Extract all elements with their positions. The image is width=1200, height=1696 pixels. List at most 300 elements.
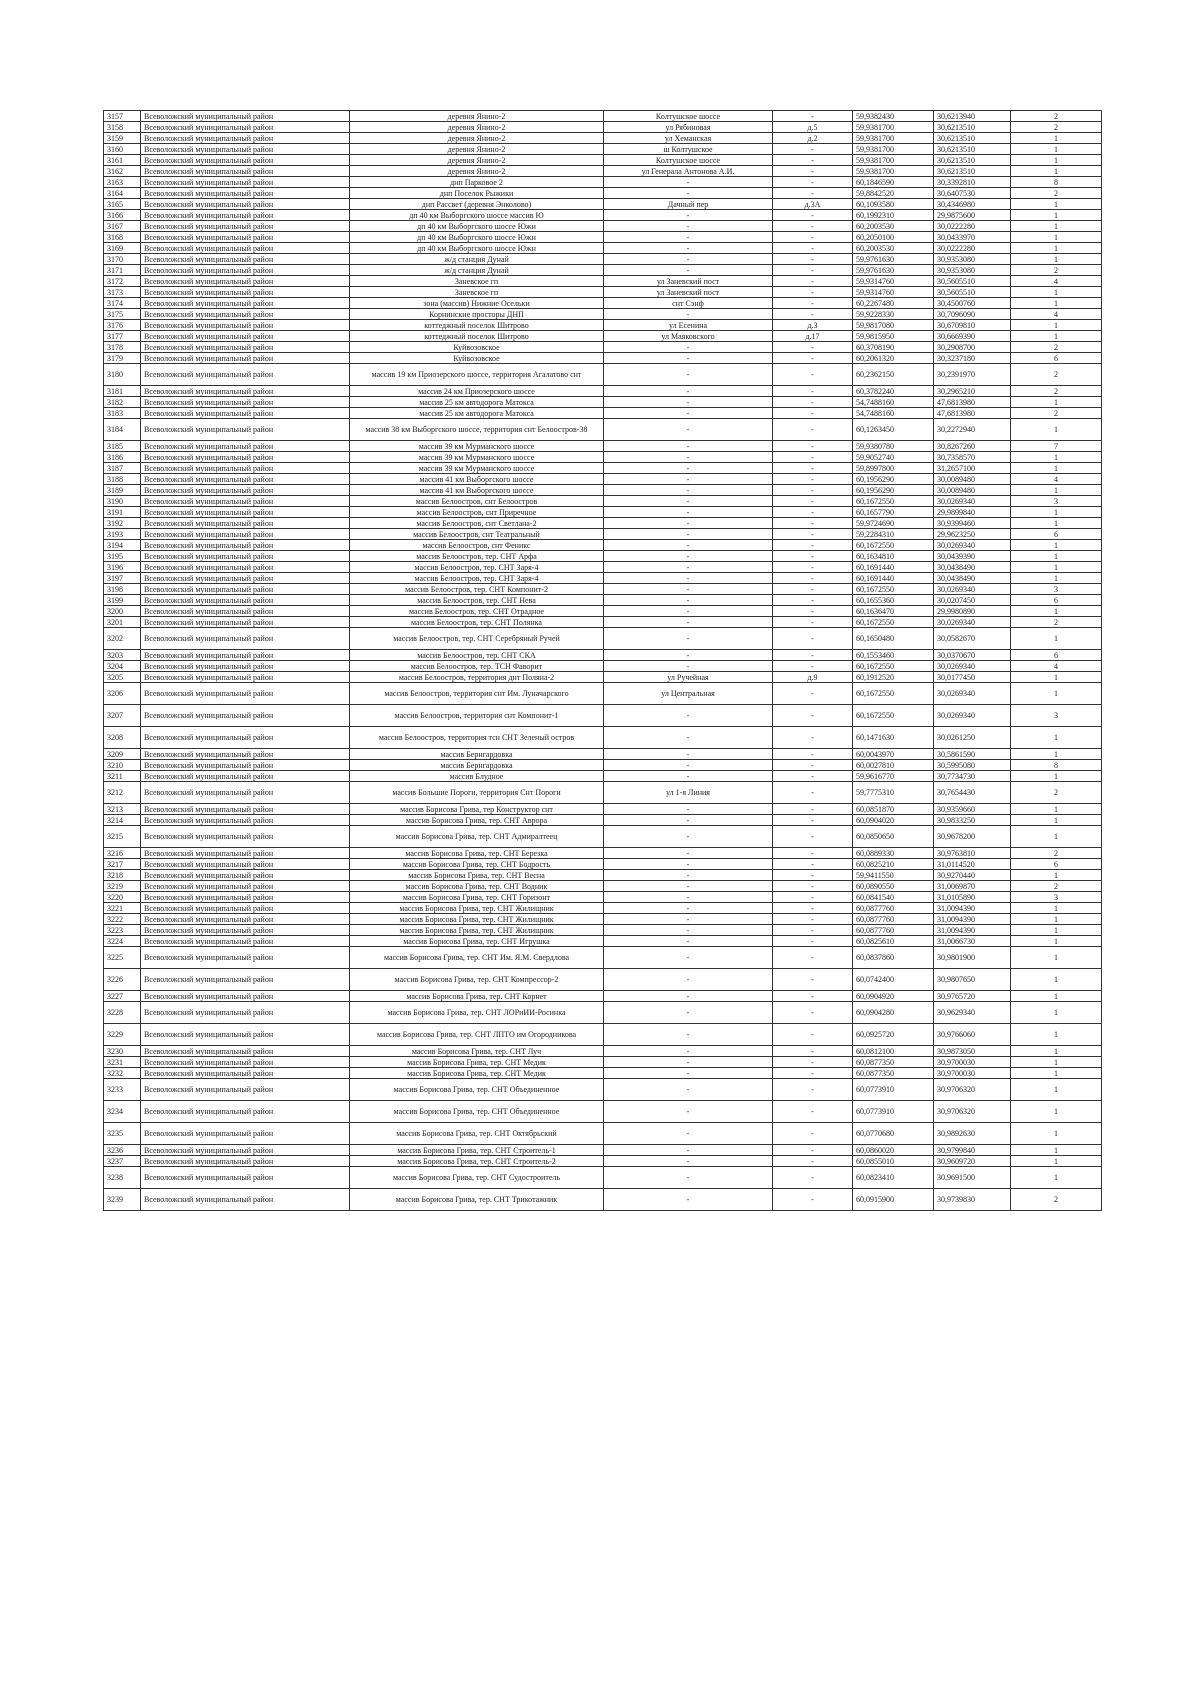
settlement-cell: массив Белоостров, снт Феникс xyxy=(350,540,604,551)
settlement-cell: массив Белоостров, тер. СНТ Нева xyxy=(350,595,604,606)
longitude-cell: 30,6407530 xyxy=(934,188,1011,199)
latitude-cell: 60,1672550 xyxy=(853,705,934,727)
count-cell: 2 xyxy=(1011,848,1102,859)
house-cell: - xyxy=(773,265,853,276)
settlement-cell: массив Белоостров, территория снт Им. Луначарского xyxy=(350,683,604,705)
longitude-cell: 30,9399460 xyxy=(934,518,1011,529)
longitude-cell: 30,9739830 xyxy=(934,1189,1011,1211)
table-row xyxy=(104,298,1102,309)
settlement-cell: дп 40 км Выборгского шоссе массив Ю xyxy=(350,210,604,221)
count-cell: 3 xyxy=(1011,705,1102,727)
district-cell: Всеволожский муниципальный район xyxy=(141,782,350,804)
row-number: 3232 xyxy=(104,1068,141,1079)
latitude-cell: 60,2050100 xyxy=(853,232,934,243)
house-cell: - xyxy=(773,914,853,925)
district-cell: Всеволожский муниципальный район xyxy=(141,353,350,364)
street-cell: ул Есенина xyxy=(604,320,773,331)
settlement-cell: массив Бернгардовка xyxy=(350,749,604,760)
house-cell: - xyxy=(773,210,853,221)
row-number: 3193 xyxy=(104,529,141,540)
table-row xyxy=(104,144,1102,155)
house-cell: - xyxy=(773,925,853,936)
table-row xyxy=(104,892,1102,903)
longitude-cell: 30,0438490 xyxy=(934,573,1011,584)
latitude-cell: 60,1636470 xyxy=(853,606,934,617)
settlement-cell: Заневское гп xyxy=(350,287,604,298)
longitude-cell: 31,0066730 xyxy=(934,936,1011,947)
table-row xyxy=(104,727,1102,749)
table-row xyxy=(104,452,1102,463)
row-number: 3158 xyxy=(104,122,141,133)
longitude-cell: 31,0094390 xyxy=(934,903,1011,914)
longitude-cell: 30,6213510 xyxy=(934,144,1011,155)
latitude-cell: 60,0841540 xyxy=(853,892,934,903)
address-table xyxy=(103,110,1102,1211)
table-row xyxy=(104,760,1102,771)
street-cell: - xyxy=(604,232,773,243)
longitude-cell: 30,0177450 xyxy=(934,672,1011,683)
latitude-cell: 60,0825610 xyxy=(853,936,934,947)
row-number: 3230 xyxy=(104,1046,141,1057)
longitude-cell: 29,9875600 xyxy=(934,210,1011,221)
district-cell: Всеволожский муниципальный район xyxy=(141,859,350,870)
district-cell: Всеволожский муниципальный район xyxy=(141,155,350,166)
row-number: 3199 xyxy=(104,595,141,606)
settlement-cell: деревня Янино-2 xyxy=(350,133,604,144)
house-cell: - xyxy=(773,287,853,298)
count-cell: 6 xyxy=(1011,859,1102,870)
street-cell: ш Колтушское xyxy=(604,144,773,155)
street-cell: - xyxy=(604,760,773,771)
district-cell: Всеволожский муниципальный район xyxy=(141,573,350,584)
count-cell: 1 xyxy=(1011,144,1102,155)
count-cell: 2 xyxy=(1011,342,1102,353)
district-cell: Всеволожский муниципальный район xyxy=(141,518,350,529)
settlement-cell: массив Белоостров, тер. СНТ Отрадное xyxy=(350,606,604,617)
count-cell: 1 xyxy=(1011,991,1102,1002)
settlement-cell: массив Бернгардовка xyxy=(350,760,604,771)
settlement-cell: массив Белоостров, снт Белоостров xyxy=(350,496,604,507)
street-cell: - xyxy=(604,573,773,584)
district-cell: Всеволожский муниципальный район xyxy=(141,771,350,782)
street-cell: - xyxy=(604,661,773,672)
longitude-cell: 31,0094390 xyxy=(934,914,1011,925)
settlement-cell: коттеджный поселок Шитрово xyxy=(350,320,604,331)
latitude-cell: 59,9724690 xyxy=(853,518,934,529)
table-row xyxy=(104,496,1102,507)
settlement-cell: массив Борисова Грива, тер. СНТ Игрушка xyxy=(350,936,604,947)
row-number: 3166 xyxy=(104,210,141,221)
count-cell: 1 xyxy=(1011,419,1102,441)
row-number: 3170 xyxy=(104,254,141,265)
district-cell: Всеволожский муниципальный район xyxy=(141,804,350,815)
settlement-cell: массив Борисова Грива, тер. СНТ Адмиралтеец xyxy=(350,826,604,848)
table-row xyxy=(104,870,1102,881)
latitude-cell: 60,0773910 xyxy=(853,1101,934,1123)
settlement-cell: массив Белоостров, тер. СНТ Серебряный Ручей xyxy=(350,628,604,650)
row-number: 3157 xyxy=(104,111,141,122)
latitude-cell: 60,1912520 xyxy=(853,672,934,683)
longitude-cell: 47,6813980 xyxy=(934,397,1011,408)
settlement-cell: массив Борисова Грива, тер. СНТ Корнет xyxy=(350,991,604,1002)
row-number: 3216 xyxy=(104,848,141,859)
latitude-cell: 60,0877350 xyxy=(853,1068,934,1079)
latitude-cell: 59,9381700 xyxy=(853,166,934,177)
settlement-cell: днп Парковое 2 xyxy=(350,177,604,188)
longitude-cell: 30,0439390 xyxy=(934,551,1011,562)
count-cell: 1 xyxy=(1011,672,1102,683)
count-cell: 1 xyxy=(1011,210,1102,221)
row-number: 3218 xyxy=(104,870,141,881)
house-cell: - xyxy=(773,683,853,705)
count-cell: 4 xyxy=(1011,309,1102,320)
house-cell: - xyxy=(773,232,853,243)
latitude-cell: 60,1672550 xyxy=(853,661,934,672)
district-cell: Всеволожский муниципальный район xyxy=(141,947,350,969)
district-cell: Всеволожский муниципальный район xyxy=(141,815,350,826)
latitude-cell: 60,1553460 xyxy=(853,650,934,661)
house-cell: - xyxy=(773,826,853,848)
longitude-cell: 30,0261250 xyxy=(934,727,1011,749)
district-cell: Всеволожский муниципальный район xyxy=(141,892,350,903)
street-cell: - xyxy=(604,353,773,364)
street-cell: - xyxy=(604,463,773,474)
count-cell: 1 xyxy=(1011,727,1102,749)
longitude-cell: 30,0269340 xyxy=(934,683,1011,705)
settlement-cell: массив Борисова Грива, тер. СНТ Горизонт xyxy=(350,892,604,903)
table-row xyxy=(104,661,1102,672)
table-row xyxy=(104,969,1102,991)
district-cell: Всеволожский муниципальный район xyxy=(141,463,350,474)
street-cell: Колтушское шоссе xyxy=(604,155,773,166)
street-cell: - xyxy=(604,881,773,892)
count-cell: 1 xyxy=(1011,221,1102,232)
house-cell: - xyxy=(773,155,853,166)
latitude-cell: 60,1956290 xyxy=(853,474,934,485)
row-number: 3226 xyxy=(104,969,141,991)
row-number: 3200 xyxy=(104,606,141,617)
row-number: 3174 xyxy=(104,298,141,309)
table-row xyxy=(104,650,1102,661)
settlement-cell: массив Борисова Грива, тер. СНТ Весна xyxy=(350,870,604,881)
table-row xyxy=(104,947,1102,969)
table-row xyxy=(104,386,1102,397)
row-number: 3184 xyxy=(104,419,141,441)
settlement-cell: массив Белоостров, тер. ТСН Фаворит xyxy=(350,661,604,672)
house-cell: - xyxy=(773,771,853,782)
longitude-cell: 31,0094390 xyxy=(934,925,1011,936)
table-row xyxy=(104,903,1102,914)
district-cell: Всеволожский муниципальный район xyxy=(141,342,350,353)
longitude-cell: 30,9873050 xyxy=(934,1046,1011,1057)
house-cell: - xyxy=(773,452,853,463)
settlement-cell: массив Борисова Грива, тер. СНТ Жилищник xyxy=(350,925,604,936)
row-number: 3228 xyxy=(104,1002,141,1024)
row-number: 3162 xyxy=(104,166,141,177)
settlement-cell: Куйвозовское xyxy=(350,342,604,353)
row-number: 3182 xyxy=(104,397,141,408)
house-cell: - xyxy=(773,562,853,573)
street-cell: Колтушское шоссе xyxy=(604,111,773,122)
longitude-cell: 30,0370670 xyxy=(934,650,1011,661)
latitude-cell: 60,0812100 xyxy=(853,1046,934,1057)
table-row xyxy=(104,111,1102,122)
table-row xyxy=(104,1156,1102,1167)
longitude-cell: 30,3237180 xyxy=(934,353,1011,364)
table-row xyxy=(104,551,1102,562)
street-cell: ул Хеманская xyxy=(604,133,773,144)
row-number: 3206 xyxy=(104,683,141,705)
district-cell: Всеволожский муниципальный район xyxy=(141,683,350,705)
street-cell: - xyxy=(604,1057,773,1068)
row-number: 3212 xyxy=(104,782,141,804)
settlement-cell: массив 41 км Выборгского шоссе xyxy=(350,485,604,496)
house-cell: д.3А xyxy=(773,199,853,210)
house-cell: - xyxy=(773,969,853,991)
table-row xyxy=(104,826,1102,848)
street-cell: ул Генерала Антонова А.И. xyxy=(604,166,773,177)
count-cell: 4 xyxy=(1011,276,1102,287)
street-cell: - xyxy=(604,1123,773,1145)
count-cell: 1 xyxy=(1011,1024,1102,1046)
longitude-cell: 30,9359660 xyxy=(934,804,1011,815)
street-cell: - xyxy=(604,947,773,969)
district-cell: Всеволожский муниципальный район xyxy=(141,727,350,749)
count-cell: 1 xyxy=(1011,969,1102,991)
district-cell: Всеволожский муниципальный район xyxy=(141,144,350,155)
district-cell: Всеволожский муниципальный район xyxy=(141,1002,350,1024)
latitude-cell: 60,0877760 xyxy=(853,914,934,925)
longitude-cell: 29,9899840 xyxy=(934,507,1011,518)
street-cell: - xyxy=(604,496,773,507)
district-cell: Всеволожский муниципальный район xyxy=(141,1101,350,1123)
street-cell: - xyxy=(604,650,773,661)
table-row xyxy=(104,1068,1102,1079)
count-cell: 1 xyxy=(1011,1057,1102,1068)
street-cell: - xyxy=(604,727,773,749)
street-cell: Дачный пер xyxy=(604,199,773,210)
longitude-cell: 30,9691500 xyxy=(934,1167,1011,1189)
district-cell: Всеволожский муниципальный район xyxy=(141,210,350,221)
row-number: 3209 xyxy=(104,749,141,760)
settlement-cell: массив 41 км Выборгского шоссе xyxy=(350,474,604,485)
count-cell: 1 xyxy=(1011,947,1102,969)
count-cell: 1 xyxy=(1011,914,1102,925)
street-cell: - xyxy=(604,1189,773,1211)
house-cell: - xyxy=(773,540,853,551)
district-cell: Всеволожский муниципальный район xyxy=(141,485,350,496)
latitude-cell: 60,1634810 xyxy=(853,551,934,562)
house-cell: - xyxy=(773,507,853,518)
table-row xyxy=(104,309,1102,320)
longitude-cell: 30,0269340 xyxy=(934,496,1011,507)
latitude-cell: 60,0889330 xyxy=(853,848,934,859)
count-cell: 1 xyxy=(1011,1046,1102,1057)
row-number: 3188 xyxy=(104,474,141,485)
row-number: 3204 xyxy=(104,661,141,672)
latitude-cell: 60,0904920 xyxy=(853,991,934,1002)
district-cell: Всеволожский муниципальный район xyxy=(141,914,350,925)
latitude-cell: 59,9228330 xyxy=(853,309,934,320)
row-number: 3197 xyxy=(104,573,141,584)
street-cell: - xyxy=(604,771,773,782)
count-cell: 2 xyxy=(1011,265,1102,276)
settlement-cell: ж/д станция Дунай xyxy=(350,265,604,276)
count-cell: 1 xyxy=(1011,925,1102,936)
latitude-cell: 60,2061320 xyxy=(853,353,934,364)
street-cell: - xyxy=(604,870,773,881)
settlement-cell: ж/д станция Дунай xyxy=(350,254,604,265)
table-row xyxy=(104,540,1102,551)
street-cell: - xyxy=(604,903,773,914)
latitude-cell: 60,1846590 xyxy=(853,177,934,188)
latitude-cell: 60,1956290 xyxy=(853,485,934,496)
row-number: 3173 xyxy=(104,287,141,298)
settlement-cell: массив Борисова Грива, тер. СНТ Им. Я.М. Свердлова xyxy=(350,947,604,969)
row-number: 3237 xyxy=(104,1156,141,1167)
latitude-cell: 60,0742400 xyxy=(853,969,934,991)
count-cell: 1 xyxy=(1011,1101,1102,1123)
count-cell: 1 xyxy=(1011,243,1102,254)
house-cell: - xyxy=(773,991,853,1002)
street-cell: ул Ручейная xyxy=(604,672,773,683)
street-cell: ул 1-я Линия xyxy=(604,782,773,804)
latitude-cell: 59,9380780 xyxy=(853,441,934,452)
latitude-cell: 60,0860020 xyxy=(853,1145,934,1156)
longitude-cell: 30,9353080 xyxy=(934,265,1011,276)
street-cell: - xyxy=(604,419,773,441)
latitude-cell: 59,9817080 xyxy=(853,320,934,331)
settlement-cell: массив Борисова Грива, тер. СНТ Медик xyxy=(350,1068,604,1079)
district-cell: Всеволожский муниципальный район xyxy=(141,408,350,419)
count-cell: 1 xyxy=(1011,1145,1102,1156)
count-cell: 1 xyxy=(1011,463,1102,474)
row-number: 3231 xyxy=(104,1057,141,1068)
latitude-cell: 59,9382430 xyxy=(853,111,934,122)
count-cell: 1 xyxy=(1011,815,1102,826)
district-cell: Всеволожский муниципальный район xyxy=(141,628,350,650)
longitude-cell: 30,9833250 xyxy=(934,815,1011,826)
row-number: 3177 xyxy=(104,331,141,342)
row-number: 3198 xyxy=(104,584,141,595)
count-cell: 1 xyxy=(1011,199,1102,210)
district-cell: Всеволожский муниципальный район xyxy=(141,1079,350,1101)
row-number: 3236 xyxy=(104,1145,141,1156)
row-number: 3168 xyxy=(104,232,141,243)
settlement-cell: Заневское гп xyxy=(350,276,604,287)
table-row xyxy=(104,474,1102,485)
settlement-cell: дп 40 км Выборгского шоссе Южн xyxy=(350,221,604,232)
house-cell: - xyxy=(773,441,853,452)
row-number: 3220 xyxy=(104,892,141,903)
longitude-cell: 30,3392810 xyxy=(934,177,1011,188)
street-cell: - xyxy=(604,606,773,617)
district-cell: Всеволожский муниципальный район xyxy=(141,364,350,386)
row-number: 3164 xyxy=(104,188,141,199)
house-cell: - xyxy=(773,727,853,749)
district-cell: Всеволожский муниципальный район xyxy=(141,276,350,287)
latitude-cell: 59,9381700 xyxy=(853,133,934,144)
count-cell: 1 xyxy=(1011,1079,1102,1101)
district-cell: Всеволожский муниципальный район xyxy=(141,881,350,892)
longitude-cell: 30,0089480 xyxy=(934,474,1011,485)
longitude-cell: 30,0207450 xyxy=(934,595,1011,606)
count-cell: 1 xyxy=(1011,749,1102,760)
district-cell: Всеволожский муниципальный район xyxy=(141,1156,350,1167)
district-cell: Всеволожский муниципальный район xyxy=(141,749,350,760)
district-cell: Всеволожский муниципальный район xyxy=(141,452,350,463)
table-row xyxy=(104,518,1102,529)
count-cell: 2 xyxy=(1011,188,1102,199)
table-row xyxy=(104,353,1102,364)
house-cell: - xyxy=(773,859,853,870)
latitude-cell: 59,7775310 xyxy=(853,782,934,804)
count-cell: 6 xyxy=(1011,529,1102,540)
latitude-cell: 60,0890550 xyxy=(853,881,934,892)
row-number: 3224 xyxy=(104,936,141,947)
longitude-cell: 30,2965210 xyxy=(934,386,1011,397)
house-cell: - xyxy=(773,848,853,859)
house-cell: - xyxy=(773,518,853,529)
longitude-cell: 30,6213940 xyxy=(934,111,1011,122)
table-row xyxy=(104,804,1102,815)
house-cell: - xyxy=(773,936,853,947)
district-cell: Всеволожский муниципальный район xyxy=(141,529,350,540)
street-cell: - xyxy=(604,914,773,925)
settlement-cell: массив 38 км Выборгского шоссе, территория снт Белоостров-38 xyxy=(350,419,604,441)
table-row xyxy=(104,1079,1102,1101)
house-cell: - xyxy=(773,177,853,188)
table-row xyxy=(104,199,1102,210)
street-cell: - xyxy=(604,1156,773,1167)
longitude-cell: 29,9623250 xyxy=(934,529,1011,540)
row-number: 3233 xyxy=(104,1079,141,1101)
row-number: 3217 xyxy=(104,859,141,870)
row-number: 3163 xyxy=(104,177,141,188)
house-cell: - xyxy=(773,1123,853,1145)
table-row xyxy=(104,1189,1102,1211)
row-number: 3169 xyxy=(104,243,141,254)
street-cell: - xyxy=(604,342,773,353)
table-row xyxy=(104,221,1102,232)
district-cell: Всеволожский муниципальный район xyxy=(141,122,350,133)
table-row xyxy=(104,749,1102,760)
row-number: 3225 xyxy=(104,947,141,969)
settlement-cell: массив Борисова Грива, тер. СНТ Строитель-2 xyxy=(350,1156,604,1167)
district-cell: Всеволожский муниципальный район xyxy=(141,386,350,397)
settlement-cell: массив Белоостров, тер. СНТ СКА xyxy=(350,650,604,661)
longitude-cell: 30,7096090 xyxy=(934,309,1011,320)
row-number: 3235 xyxy=(104,1123,141,1145)
settlement-cell: массив Борисова Грива, тер. СНТ Медик xyxy=(350,1057,604,1068)
street-cell: - xyxy=(604,551,773,562)
row-number: 3219 xyxy=(104,881,141,892)
count-cell: 2 xyxy=(1011,782,1102,804)
street-cell: - xyxy=(604,617,773,628)
longitude-cell: 30,5605510 xyxy=(934,276,1011,287)
district-cell: Всеволожский муниципальный район xyxy=(141,1024,350,1046)
street-cell: - xyxy=(604,243,773,254)
district-cell: Всеволожский муниципальный район xyxy=(141,1167,350,1189)
count-cell: 1 xyxy=(1011,1156,1102,1167)
district-cell: Всеволожский муниципальный район xyxy=(141,617,350,628)
house-cell: - xyxy=(773,815,853,826)
house-cell: - xyxy=(773,1189,853,1211)
table-row xyxy=(104,1167,1102,1189)
table-row xyxy=(104,122,1102,133)
house-cell: - xyxy=(773,1156,853,1167)
district-cell: Всеволожский муниципальный район xyxy=(141,188,350,199)
